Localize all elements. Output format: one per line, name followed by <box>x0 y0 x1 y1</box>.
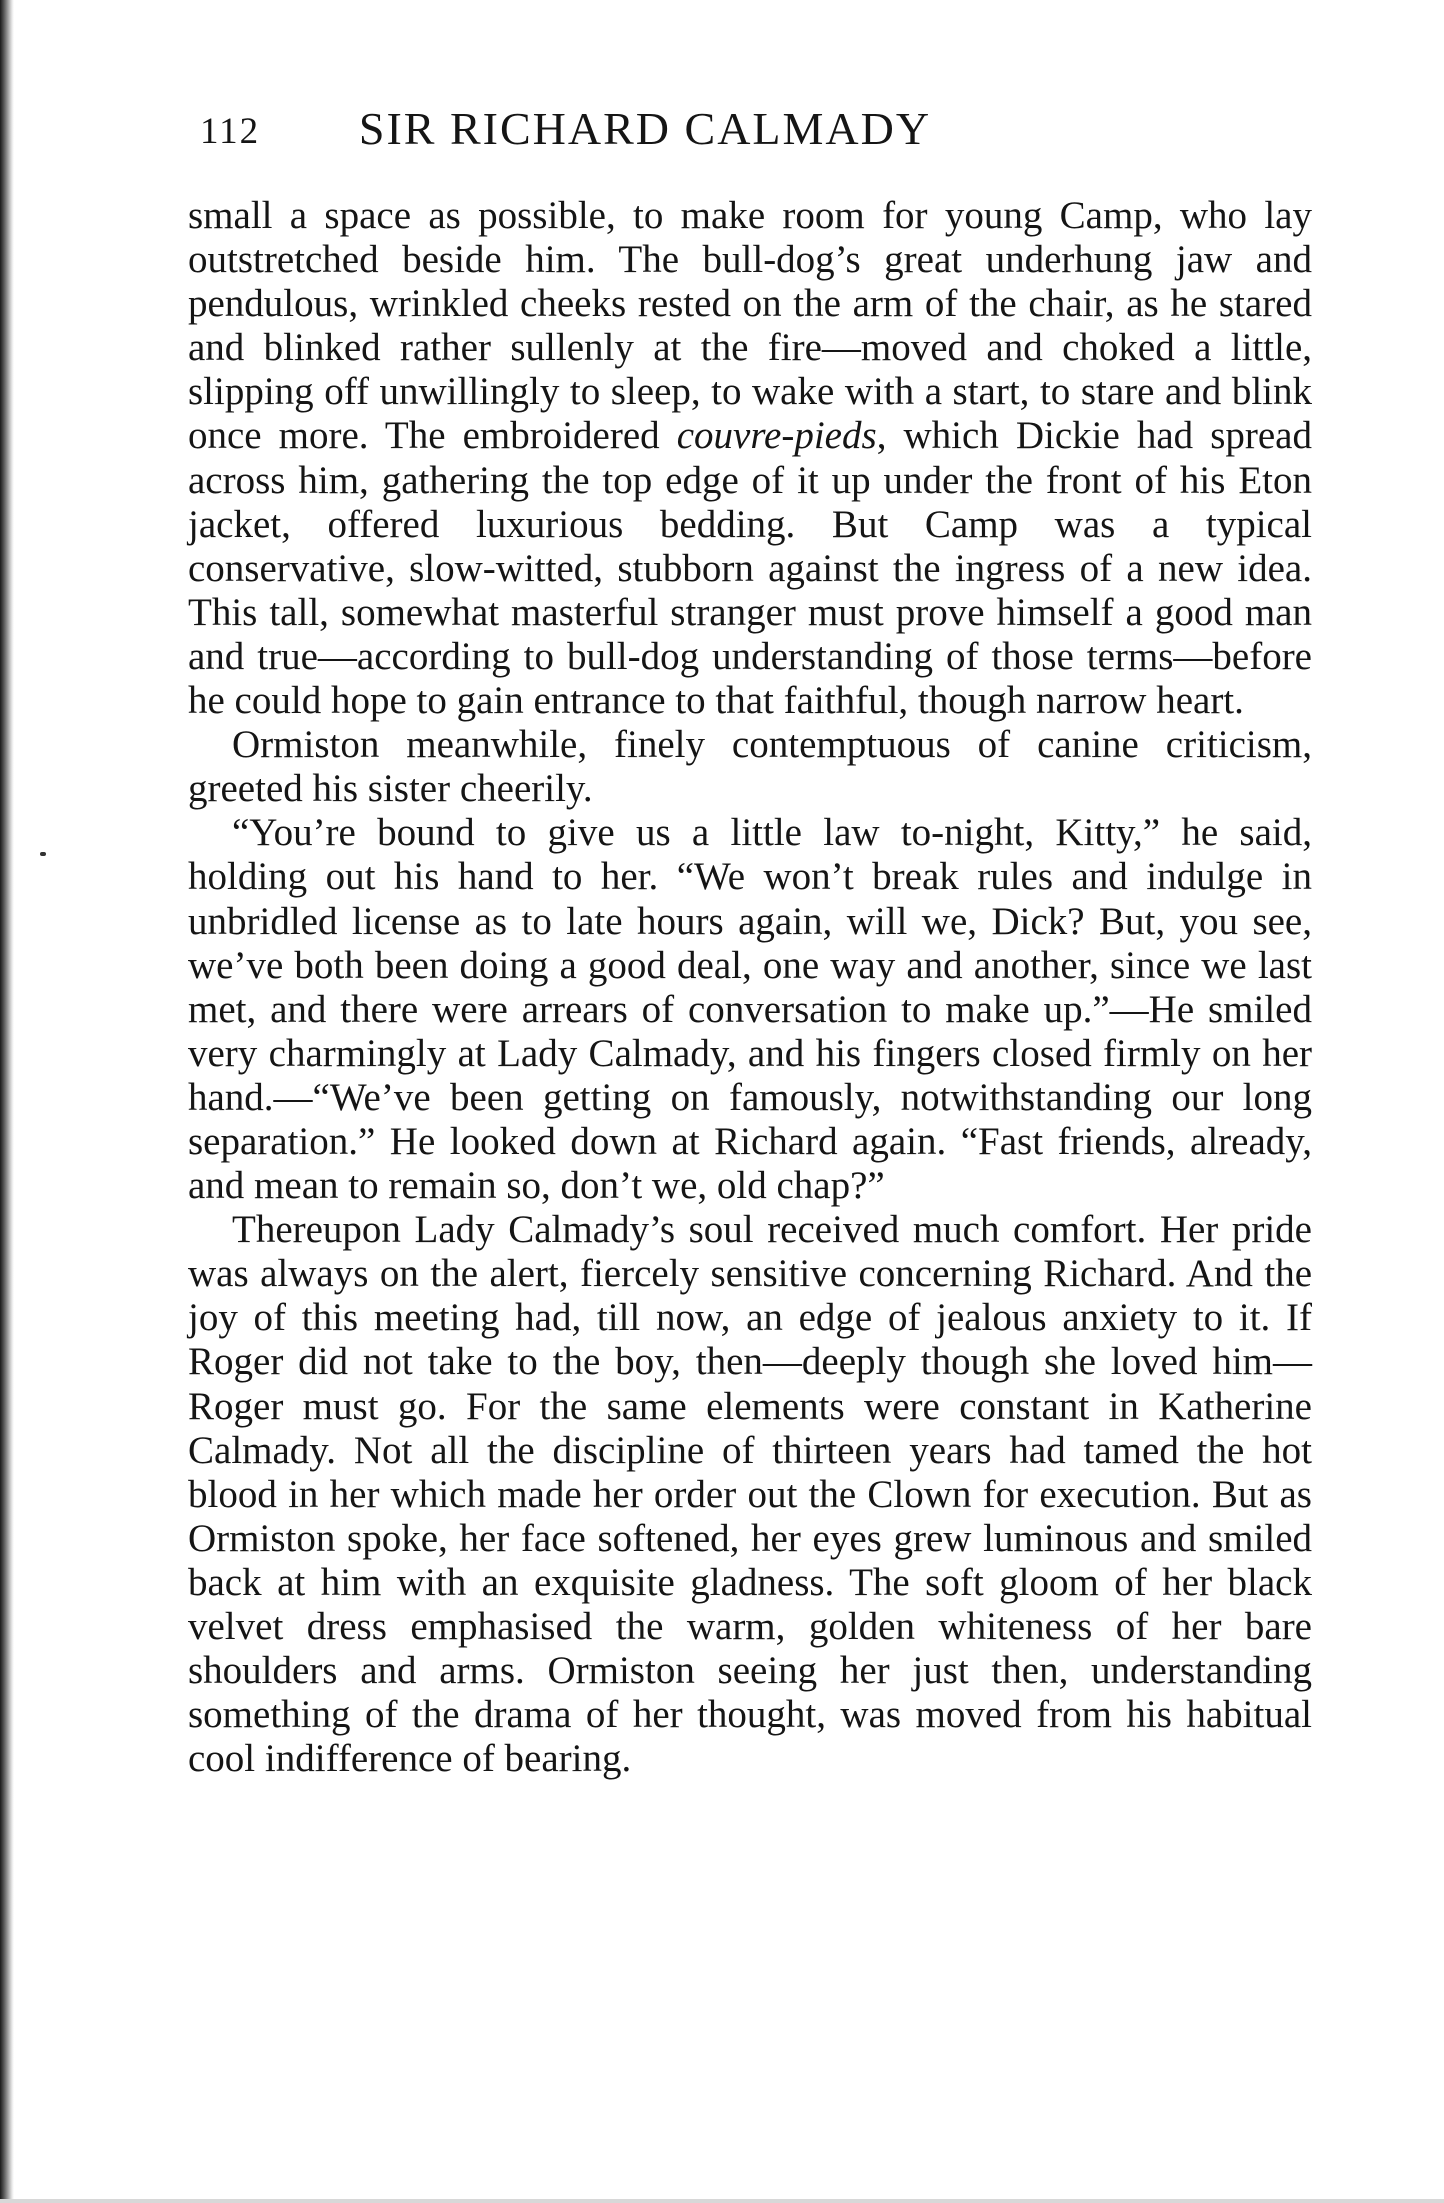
running-head <box>200 102 1060 162</box>
paragraph-2: Ormiston meanwhile, finely contemptuous of canine criticism, greeted his sister cheerily. <box>188 723 1312 811</box>
paragraph-1-text-end: , which Dickie had spread across him, gathering the top edge of it up under the front of his Eton jacket, offered luxurious bedding. But Camp was a typical conservative, slow-witted, stubborn against the ingress of a new idea. This tall, somewhat masterful stranger must prove himself a good man and true—according to bull-dog understanding of those terms—before he could hope to gain entrance to that faithful, though narrow heart. <box>188 414 1312 723</box>
page-gutter-shadow <box>0 0 14 2203</box>
page-bottom-edge <box>0 2199 1444 2203</box>
page-number: 112 <box>200 111 261 152</box>
book-title: SIR RICHARD CALMADY <box>358 103 932 154</box>
margin-mark <box>40 852 46 856</box>
paragraph-1 <box>188 194 1312 723</box>
paragraph-4: Thereupon Lady Calmady’s soul received much comfort. Her pride was always on the alert, fiercely sensitive concerning Richard. And the joy of this meeting had, till now, an edge of jealous anxiety to it. If Roger did not take to the boy, then—deeply though she loved him—Roger must go. For the same elements were constant in Katherine Calmady. Not all the discipline of thirteen years had tamed the hot blood in her which made her order out the Clown for execution. But as Ormiston spoke, her face softened, her eyes grew luminous and smiled back at him with an exquisite gladness. The soft gloom of her black velvet dress emphasised the warm, golden whiteness of her bare shoulders and arms. Ormiston seeing her just then, understanding something of the drama of her thought, was moved from his habitual cool indifference of bearing. <box>188 1208 1312 1781</box>
paragraph-3: “You’re bound to give us a little law to-night, Kitty,” he said, holding out his hand to her. “We won’t break rules and indulge in unbridled license as to late hours again, will we, Dick? But, you see, we’ve both been doing a good deal, one way and another, since we last met, and there were arrears of conversation to make up.”—He smiled very charmingly at Lady Calmady, and his fingers closed firmly on her hand.—“We’ve been getting on famously, notwithstanding our long separation.” He looked down at Richard again. “Fast friends, already, and mean to remain so, don’t we, old chap?” <box>188 811 1312 1208</box>
paragraph-1-italic-term: couvre-pieds <box>676 414 877 458</box>
body-text <box>188 194 1312 1994</box>
paragraph-1-text-start: small a space as possible, to make room for young Camp, who lay outstretched beside him. The bull-dog’s great underhung jaw and pendulous, wrinkled cheeks rested on the arm of the chair, as he stared and blinked rather sullenly at the fire—moved and choked a little, slipping off unwillingly to sleep, to wake with a start, to stare and blink once more. The embroidered <box>188 194 1312 458</box>
